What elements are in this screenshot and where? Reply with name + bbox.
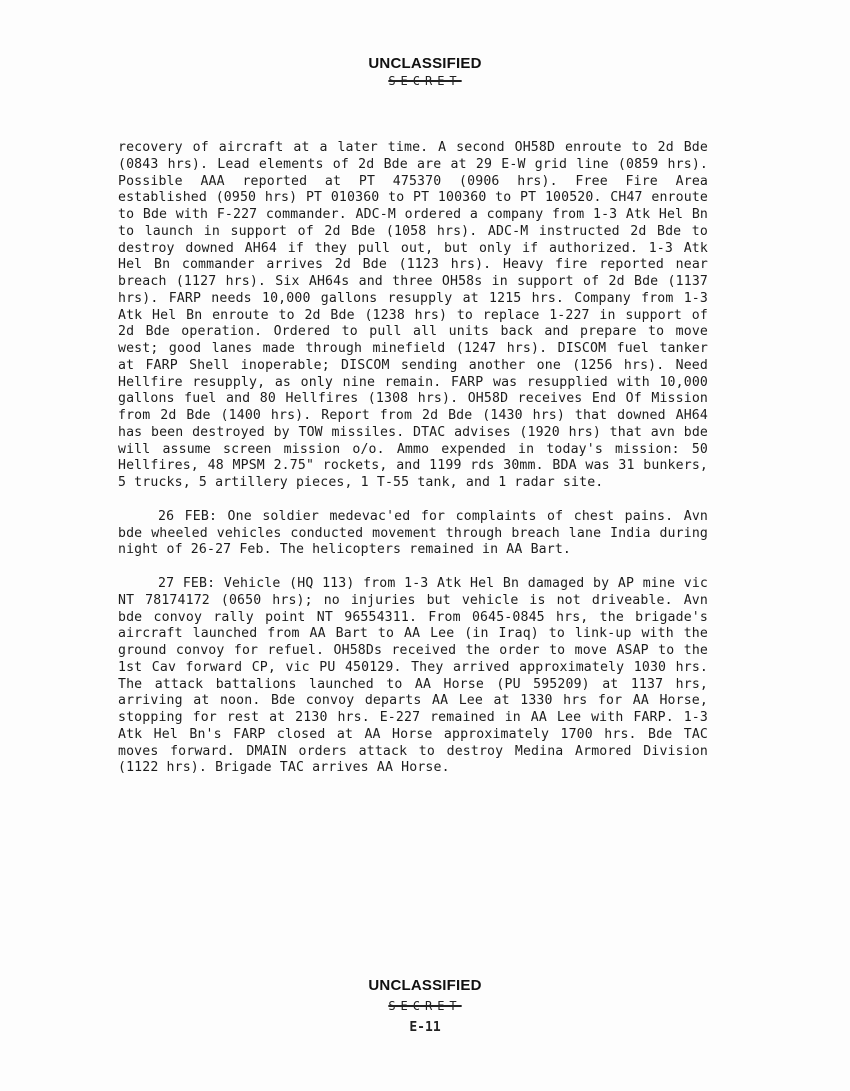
footer-struck-text: SECRET <box>388 999 462 1013</box>
header-struck-marking <box>0 74 850 88</box>
footer-struck-marking <box>0 999 850 1013</box>
paragraph-26-feb: 26 FEB: One soldier medevac'ed for complaints of chest pains. Avn bde wheeled vehicles conducted movement through breach lane India during night of 26-27 Feb. The helicopters remained in AA Bart. <box>118 508 708 558</box>
header-struck-text: SECRET <box>388 74 462 88</box>
page-number: E-11 <box>409 1020 441 1035</box>
paragraph-27-feb: 27 FEB: Vehicle (HQ 113) from 1-3 Atk Hel Bn damaged by AP mine vic NT 78174172 (0650 hrs); no injuries but vehicle is not driveable. Avn bde convoy rally point NT 96554311. From 0645-0845 hrs, the brigade's aircraft launched from AA Bart to AA Lee (in Iraq) to link-up with the ground convoy for refuel. OH58Ds received the order to move ASAP to the 1st Cav forward CP, vic PU 450129. They arrived approximately 1030 hrs. The attack battalions launched to AA Horse (PU 595209) at 1137 hrs, arriving at noon. Bde convoy departs AA Lee at 1330 hrs for AA Horse, stopping for rest at 2130 hrs. E-227 remained in AA Lee with FARP. 1-3 Atk Hel Bn's FARP closed at AA Horse approximately 1700 hrs. Bde TAC moves forward. DMAIN orders attack to destroy Medina Armored Division (1122 hrs). Brigade TAC arrives AA Horse. <box>118 576 708 776</box>
header-classification-marking: UNCLASSIFIED <box>368 55 482 72</box>
paragraph-continuation: recovery of aircraft at a later time. A second OH58D enroute to 2d Bde (0843 hrs). Lead elements of 2d Bde are at 29 E-W grid line (0859 hrs). Possible AAA reported at PT 475370 (0906 hrs). Free Fire Area established (0950 hrs) PT 010360 to PT 100360 to PT 100520. CH47 enroute to Bde with F-227 commander. ADC-M ordered a company from 1-3 Atk Hel Bn to launch in support of 2d Bde (1058 hrs). ADC-M instructed 2d Bde to destroy downed AH64 if they pull out, but only if authorized. 1-3 Atk Hel Bn commander arrives 2d Bde (1123 hrs). Heavy fire reported near breach (1127 hrs). Six AH64s and three OH58s in support of 2d Bde (1137 hrs). FARP needs 10,000 gallons resupply at 1215 hrs. Company from 1-3 Atk Hel Bn enroute to 2d Bde (1238 hrs) to replace 1-227 in support of 2d Bde operation. Ordered to pull all units back and prepare to move west; good lanes made through minefield (1247 hrs). DISCOM fuel tanker at FARP Shell inoperable; DISCOM sending another one (1256 hrs). Need Hellfire resupply, as only nine remain. FARP was resupplied with 10,000 gallons fuel and 80 Hellfires (1308 hrs). OH58D receives End Of Mission from 2d Bde (1400 hrs). Report from 2d Bde (1430 hrs) that downed AH64 has been destroyed by TOW missiles. DTAC advises (1920 hrs) that avn bde will assume screen mission o/o. Ammo expended in today's mission: 50 Hellfires, 48 MPSM 2.75" rockets, and 1199 rds 30mm. BDA was 31 bunkers, 5 trucks, 5 artillery pieces, 1 T-55 tank, and 1 radar site. <box>118 140 708 490</box>
footer-classification-marking: UNCLASSIFIED <box>368 977 482 994</box>
document-body <box>118 140 708 794</box>
